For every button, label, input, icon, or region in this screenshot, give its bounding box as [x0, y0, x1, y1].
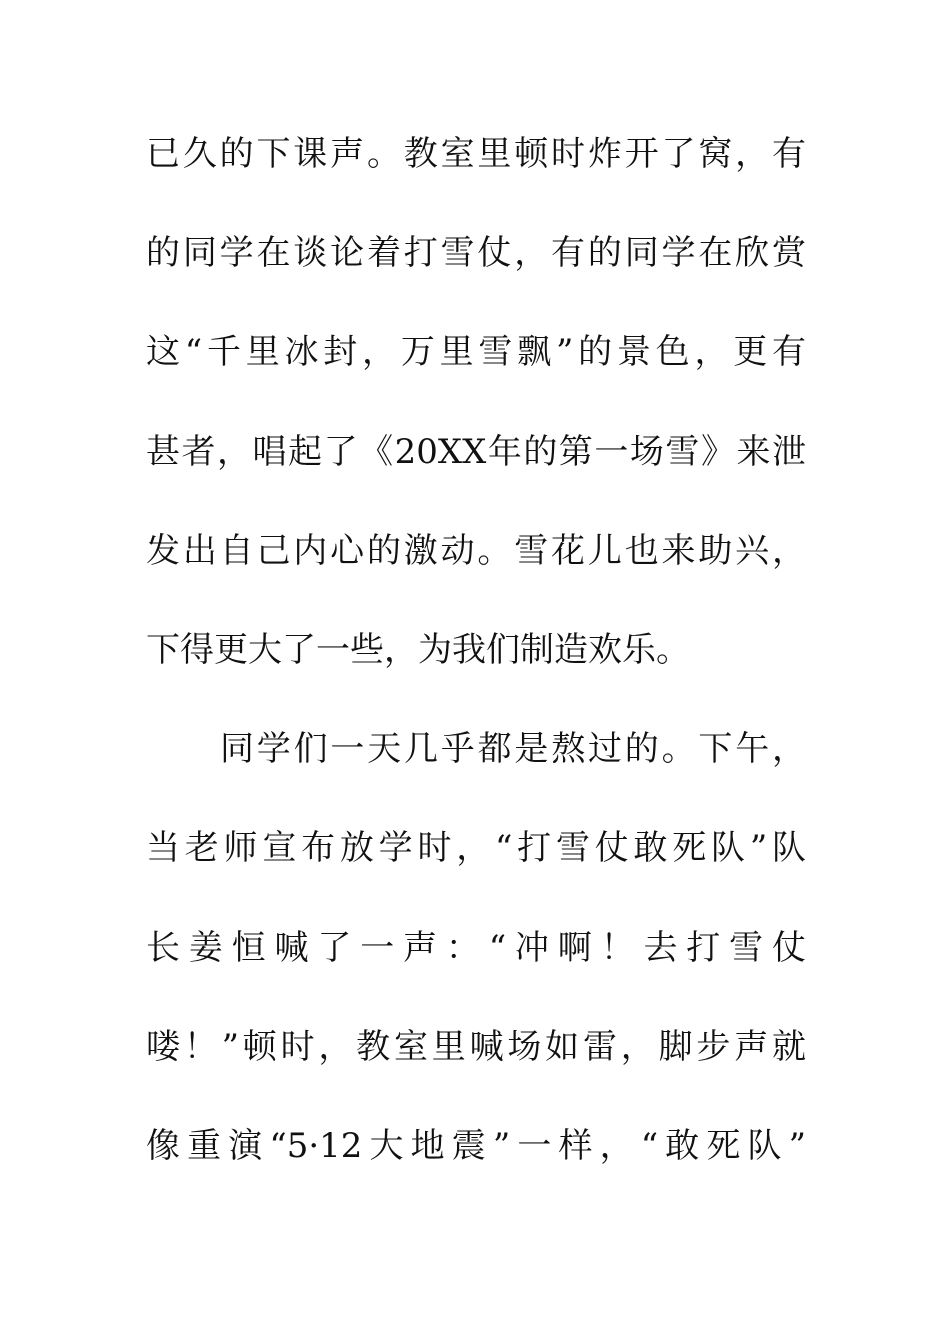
text-line: 已久的下课声。教室里顿时炸开了窝，有	[146, 134, 806, 174]
text-line: 甚者，唱起了《20XX年的第一场雪》来泄	[146, 432, 806, 472]
text-line: 喽！”顿时，教室里喊场如雷，脚步声就	[146, 1027, 806, 1067]
text-line: 长姜恒喊了一声：“冲啊！去打雪仗	[146, 928, 806, 968]
text-line: 这“千里冰封，万里雪飘”的景色，更有	[146, 332, 806, 372]
text-line-paragraph-start: 同学们一天几乎都是熬过的。下午，	[220, 729, 806, 769]
text-line-paragraph-end: 下得更大了一些，为我们制造欢乐。	[146, 630, 690, 670]
text-line: 像重演“5·12大地震”一样，“敢死队”	[146, 1126, 806, 1166]
text-line: 当老师宣布放学时，“打雪仗敢死队”队	[146, 828, 806, 868]
text-line: 发出自己内心的激动。雪花儿也来助兴，	[146, 531, 806, 571]
text-line: 的同学在谈论着打雪仗，有的同学在欣赏	[146, 233, 806, 273]
